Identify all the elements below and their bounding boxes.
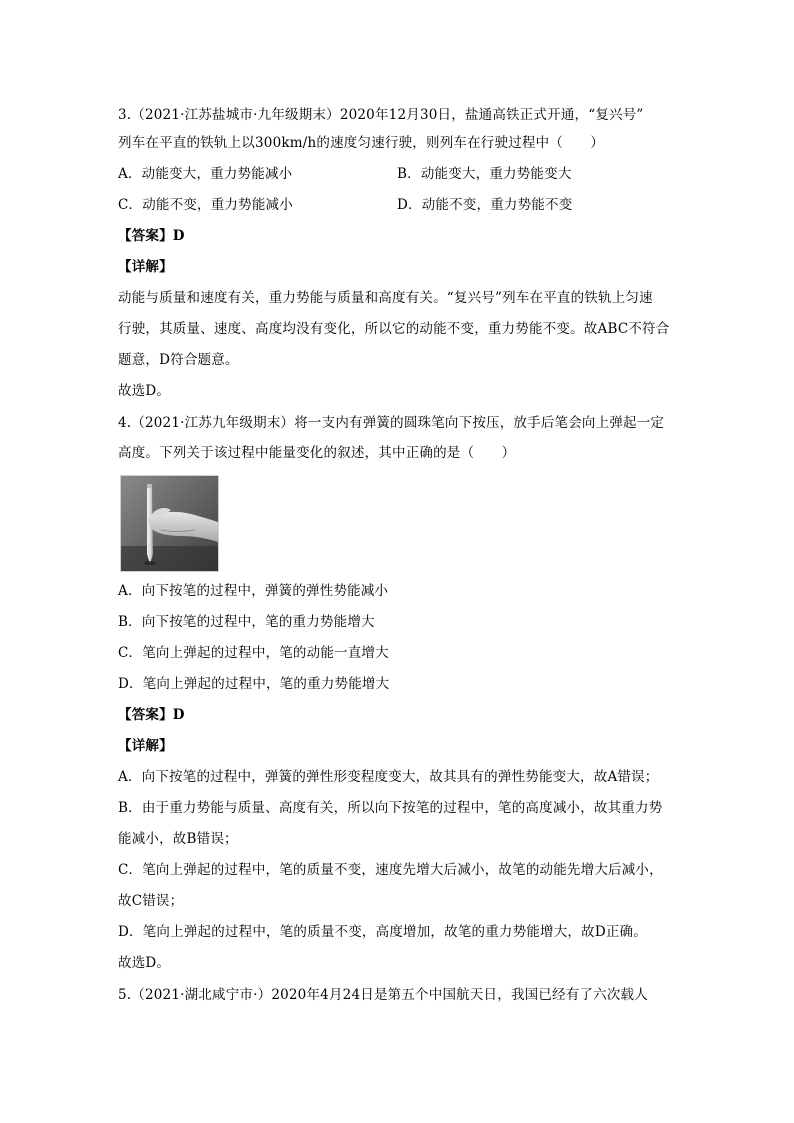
q4-detail-a: A．向下按笔的过程中，弹簧的弹性形变程度变大，故其具有的弹性势能变大，故A错误； xyxy=(118,769,659,785)
q4-detail-label: 【详解】 xyxy=(118,738,173,754)
q5-stem-line-1: 5.（2021·湖北咸宁市·）2020年4月24日是第五个中国航天日，我国已经有了六次载人 xyxy=(118,987,648,1003)
q3-option-b: B．动能变大，重力势能变大 xyxy=(397,166,572,182)
pen-press-photo xyxy=(120,475,219,572)
q3-option-d: D．动能不变，重力势能不变 xyxy=(397,197,573,213)
q4-detail-c-line-1: C．笔向上弹起的过程中，笔的质量不变，速度先增大后减小，故笔的动能先增大后减小， xyxy=(118,862,663,878)
q3-conclusion: 故选D。 xyxy=(118,383,171,399)
q4-stem-line-2: 高度。下列关于该过程中能量变化的叙述，其中正确的是（ ） xyxy=(118,445,516,461)
q3-detail-line-3: 题意，D符合题意。 xyxy=(118,352,239,368)
q4-option-d: D．笔向上弹起的过程中，笔的重力势能增大 xyxy=(118,676,390,692)
q4-option-c: C．笔向上弹起的过程中，笔的动能一直增大 xyxy=(118,645,389,661)
q3-option-c: C．动能不变，重力势能减小 xyxy=(118,197,293,213)
q3-detail-line-1: 动能与质量和速度有关，重力势能与质量和高度有关。“复兴号”列车在平直的铁轨上匀速 xyxy=(118,290,653,306)
q3-stem-line-2: 列车在平直的铁轨上以300km/h的速度匀速行驶，则列车在行驶过程中（ ） xyxy=(118,135,605,151)
q4-detail-c-line-2: 故C错误； xyxy=(118,893,184,909)
q4-detail-b-line-2: 能减小，故B错误； xyxy=(118,831,238,847)
q4-conclusion: 故选D。 xyxy=(118,955,171,971)
pen-press-illustration xyxy=(121,476,218,571)
q3-stem-line-1: 3.（2021·江苏盐城市·九年级期末）2020年12月30日，盐通高铁正式开通，“复兴号” xyxy=(118,107,644,123)
q3-answer: 【答案】D xyxy=(118,228,185,244)
q3-option-a: A．动能变大，重力势能减小 xyxy=(118,166,293,182)
q4-option-a: A．向下按笔的过程中，弹簧的弹性势能减小 xyxy=(118,583,389,599)
q4-option-b: B．向下按笔的过程中，笔的重力势能增大 xyxy=(118,614,375,630)
q3-detail-line-2: 行驶，其质量、速度、高度均没有变化，所以它的动能不变，重力势能不变。故ABC不符合 xyxy=(118,321,670,337)
q3-detail-label: 【详解】 xyxy=(118,259,173,275)
q4-detail-b-line-1: B．由于重力势能与质量、高度有关，所以向下按笔的过程中，笔的高度减小，故其重力势 xyxy=(118,800,663,816)
q4-stem-line-1: 4.（2021·江苏九年级期末）将一支内有弹簧的圆珠笔向下按压，放手后笔会向上弹起一定 xyxy=(118,415,665,431)
q4-answer: 【答案】D xyxy=(118,707,185,723)
q4-detail-d: D．笔向上弹起的过程中，笔的质量不变，高度增加，故笔的重力势能增大，故D正确。 xyxy=(118,924,647,940)
